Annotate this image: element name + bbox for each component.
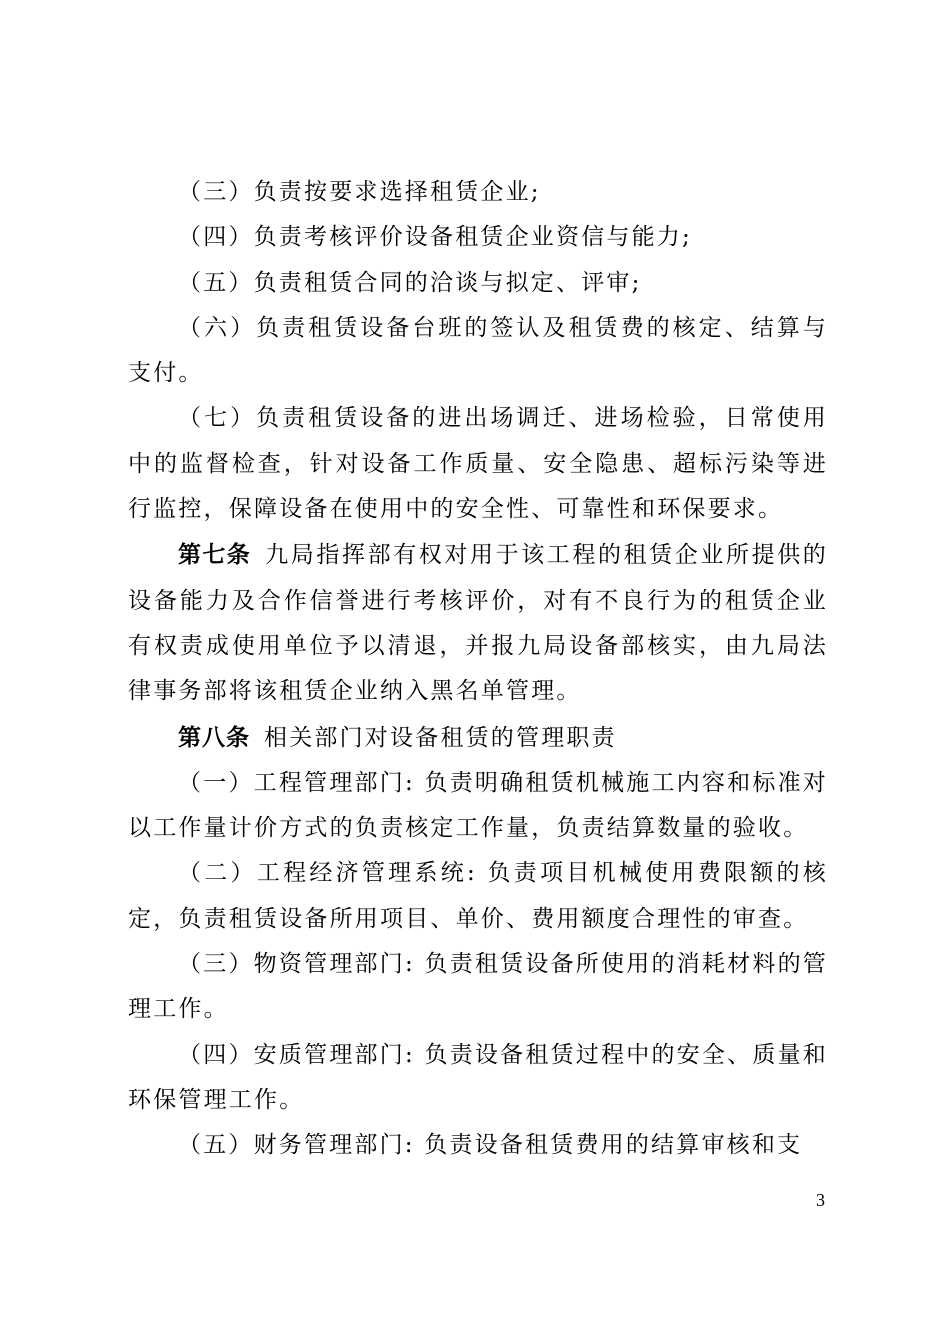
article-heading: 第七条 — [178, 541, 252, 569]
paragraph: （二）工程经济管理系统: 负责项目机械使用费限额的核定，负责租赁设备所用项目、单价、费用额度合理性的审查。 — [128, 860, 828, 932]
paragraph: （四）安质管理部门: 负责设备租赁过程中的安全、质量和环保管理工作。 — [128, 1041, 828, 1113]
article-8-paragraph: 第八条 相关部门对设备租赁的管理职责 — [178, 723, 617, 751]
paragraph: （六）负责租赁设备台班的签认及租赁费的核定、结算与支付。 — [128, 314, 828, 387]
paragraph: （三）负责按要求选择租赁企业; — [178, 179, 541, 205]
body-text — [128, 170, 828, 1169]
article-heading: 第八条 — [178, 723, 250, 751]
paragraph: （三）物资管理部门: 负责租赁设备所使用的消耗材料的管理工作。 — [128, 951, 828, 1023]
article-7-paragraph: 第七条 九局指挥部有权对用于该工程的租赁企业所提供的设备能力及合作信誉进行考核评价，对有不良行为的租赁企业有权责成使用单位予以清退，并报九局设备部核实，由九局法律事务部将该租赁企业纳入黑名单管理。 — [128, 541, 828, 705]
paragraph: （七）负责租赁设备的进出场调迁、进场检验，日常使用中的监督检查，针对设备工作质量、安全隐患、超标污染等进行监控，保障设备在使用中的安全性、可靠性和环保要求。 — [128, 405, 828, 523]
paragraph: （五）负责租赁合同的洽谈与拟定、评审; — [178, 269, 642, 296]
paragraph: （四）负责考核评价设备租赁企业资信与能力; — [178, 224, 692, 251]
paragraph: （五）财务管理部门: 负责设备租赁费用的结算审核和支 — [178, 1132, 803, 1159]
page-number: 3 — [816, 1190, 825, 1210]
paragraph: （一）工程管理部门: 负责明确租赁机械施工内容和标准对以工作量计价方式的负责核定工作量，负责结算数量的验收。 — [128, 769, 828, 842]
